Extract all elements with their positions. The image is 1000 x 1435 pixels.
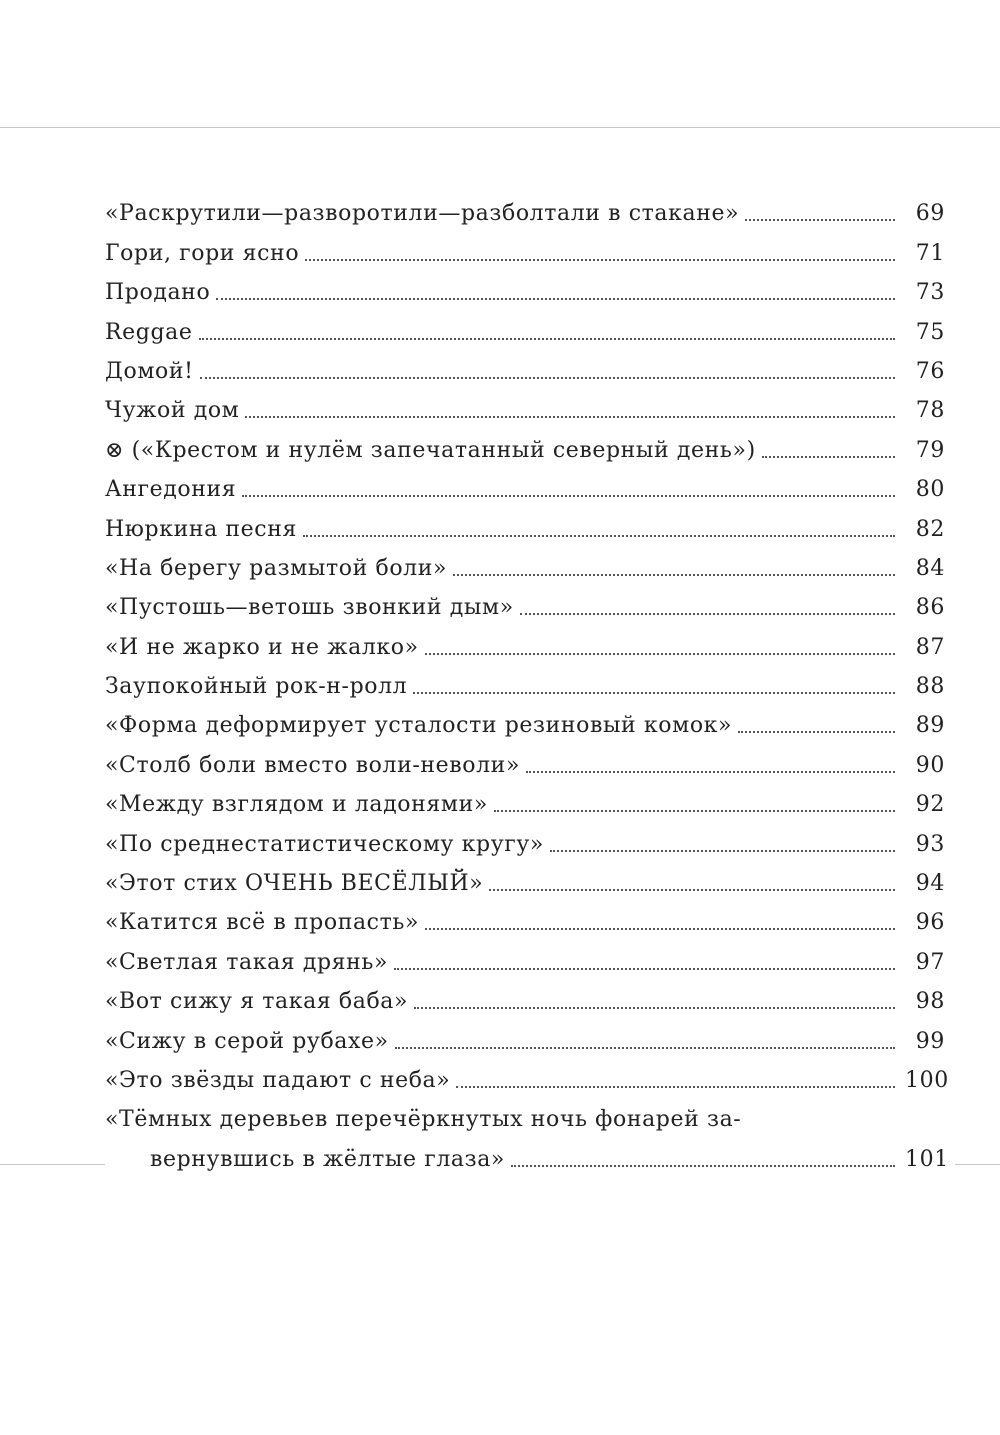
toc-entry[interactable] — [105, 860, 945, 899]
toc-leader-dots — [494, 810, 895, 812]
toc-entry[interactable] — [105, 1017, 945, 1056]
toc-leader-dots — [453, 574, 895, 576]
toc-entry-page: 101 — [905, 1146, 949, 1172]
toc-entry-page: 87 — [915, 634, 945, 660]
toc-leader-dots — [550, 850, 895, 852]
toc-entry[interactable] — [105, 545, 945, 584]
toc-entry[interactable] — [105, 702, 945, 741]
toc-entry-title: Нюркина песня — [105, 516, 297, 542]
toc-entry-title: Продано — [105, 280, 211, 306]
toc-entry[interactable] — [105, 387, 945, 426]
toc-entry-page: 90 — [915, 752, 945, 778]
toc-leader-dots — [745, 219, 895, 221]
toc-entry[interactable] — [105, 229, 945, 268]
toc-leader-dots — [511, 1165, 895, 1167]
toc-entry[interactable] — [105, 663, 945, 702]
toc-entry-title: «Сижу в серой рубахе» — [105, 1028, 389, 1054]
toc-leader-dots — [303, 535, 895, 537]
toc-leader-dots — [216, 298, 895, 300]
toc-entry-multiline-end[interactable] — [105, 1135, 949, 1174]
toc-entry[interactable] — [105, 190, 945, 229]
toc-leader-dots — [413, 692, 895, 694]
toc-entry[interactable] — [105, 1057, 949, 1096]
toc-entry-page: 100 — [905, 1067, 949, 1093]
toc-entry[interactable] — [105, 938, 945, 977]
toc-entry-page: 73 — [915, 280, 945, 306]
toc-entry-page: 78 — [915, 398, 945, 424]
toc-entry-title: «Это звёзды падают с неба» — [105, 1067, 451, 1093]
toc-entry-title: «Вот сижу я такая баба» — [105, 989, 409, 1015]
toc-entry-page: 94 — [915, 871, 945, 897]
toc-entry-title: «Светлая такая дрянь» — [105, 949, 389, 975]
toc-entry-title: Чужой дом — [105, 398, 240, 424]
toc-entry[interactable] — [105, 741, 945, 780]
toc-entry-title: «Катится всё в пропасть» — [105, 910, 419, 936]
toc-entry[interactable] — [105, 978, 945, 1017]
toc-entry[interactable] — [105, 426, 945, 465]
toc-entry-title: Reggae — [105, 319, 193, 345]
bottom-rule-right — [955, 1164, 1000, 1165]
toc-entry-multiline-start[interactable] — [105, 1096, 945, 1135]
toc-entry-title: ⊗ («Крестом и нулём запечатанный северный день») — [105, 437, 756, 463]
toc-entry-page: 84 — [915, 555, 945, 581]
toc-leader-dots — [762, 456, 895, 458]
top-rule — [0, 127, 1000, 128]
toc-entry-title-line1: «Тёмных деревьев перечёркнутых ночь фонарей за- — [105, 1107, 742, 1133]
toc-entry-page: 75 — [915, 319, 945, 345]
toc-entry-title: Домой! — [105, 358, 194, 384]
toc-entry-title-line2: вернувшись в жёлтые глаза» — [150, 1146, 505, 1172]
toc-entry[interactable] — [105, 308, 945, 347]
toc-leader-dots — [456, 1086, 895, 1088]
toc-entry-title: Гори, гори ясно — [105, 240, 300, 266]
toc-entry-page: 69 — [915, 201, 945, 227]
toc-entry-title: «Столб боли вместо воли-неволи» — [105, 752, 521, 778]
toc-entry-page: 86 — [915, 595, 945, 621]
bottom-rule-left — [0, 1164, 105, 1165]
toc-leader-dots — [200, 377, 895, 379]
toc-leader-dots — [395, 1047, 895, 1049]
toc-entry-page: 96 — [915, 910, 945, 936]
toc-leader-dots — [425, 928, 895, 930]
toc-leader-dots — [526, 771, 895, 773]
toc-leader-dots — [489, 889, 895, 891]
toc-entry[interactable] — [105, 781, 945, 820]
toc-entry-page: 71 — [915, 240, 945, 266]
toc-entry-page: 98 — [915, 989, 945, 1015]
table-of-contents — [105, 190, 949, 1175]
toc-leader-dots — [425, 653, 895, 655]
toc-entry-title: Ангедония — [105, 477, 237, 503]
toc-entry-page: 99 — [915, 1028, 945, 1054]
toc-entry-page: 88 — [915, 674, 945, 700]
toc-entry-title: «Пустошь—ветошь звонкий дым» — [105, 595, 514, 621]
toc-leader-dots — [738, 731, 895, 733]
toc-entry-page: 89 — [915, 713, 945, 739]
toc-leader-dots — [305, 259, 895, 261]
toc-entry-title: «На берегу размытой боли» — [105, 555, 448, 581]
toc-leader-dots — [414, 1007, 895, 1009]
toc-entry-page: 97 — [915, 949, 945, 975]
toc-leader-dots — [199, 338, 896, 340]
toc-entry-title: Заупокойный рок-н-ролл — [105, 674, 408, 700]
toc-entry-page: 93 — [915, 831, 945, 857]
toc-entry-title: «И не жарко и не жалко» — [105, 634, 419, 660]
toc-leader-dots — [520, 613, 895, 615]
toc-entry[interactable] — [105, 348, 945, 387]
toc-entry[interactable] — [105, 505, 945, 544]
toc-entry-page: 79 — [915, 437, 945, 463]
toc-entry[interactable] — [105, 899, 945, 938]
toc-entry[interactable] — [105, 269, 945, 308]
toc-entry-page: 92 — [915, 792, 945, 818]
toc-entry-page: 76 — [915, 358, 945, 384]
toc-leader-dots — [245, 416, 895, 418]
toc-entry-title: «Раскрутили—разворотили—разболтали в стакане» — [105, 201, 740, 227]
toc-entry[interactable] — [105, 623, 945, 662]
toc-leader-dots — [242, 495, 895, 497]
toc-entry[interactable] — [105, 584, 945, 623]
toc-entry[interactable] — [105, 466, 945, 505]
toc-entry-page: 80 — [915, 477, 945, 503]
toc-leader-dots — [394, 968, 895, 970]
toc-entry-page: 82 — [915, 516, 945, 542]
toc-entry-title: «Между взглядом и ладонями» — [105, 792, 488, 818]
toc-entry-title: «Форма деформирует усталости резиновый комок» — [105, 713, 733, 739]
toc-entry[interactable] — [105, 820, 945, 859]
toc-entry-title: «Этот стих ОЧЕНЬ ВЕСЁЛЫЙ» — [105, 871, 484, 897]
toc-entry-title: «По среднестатистическому кругу» — [105, 831, 544, 857]
